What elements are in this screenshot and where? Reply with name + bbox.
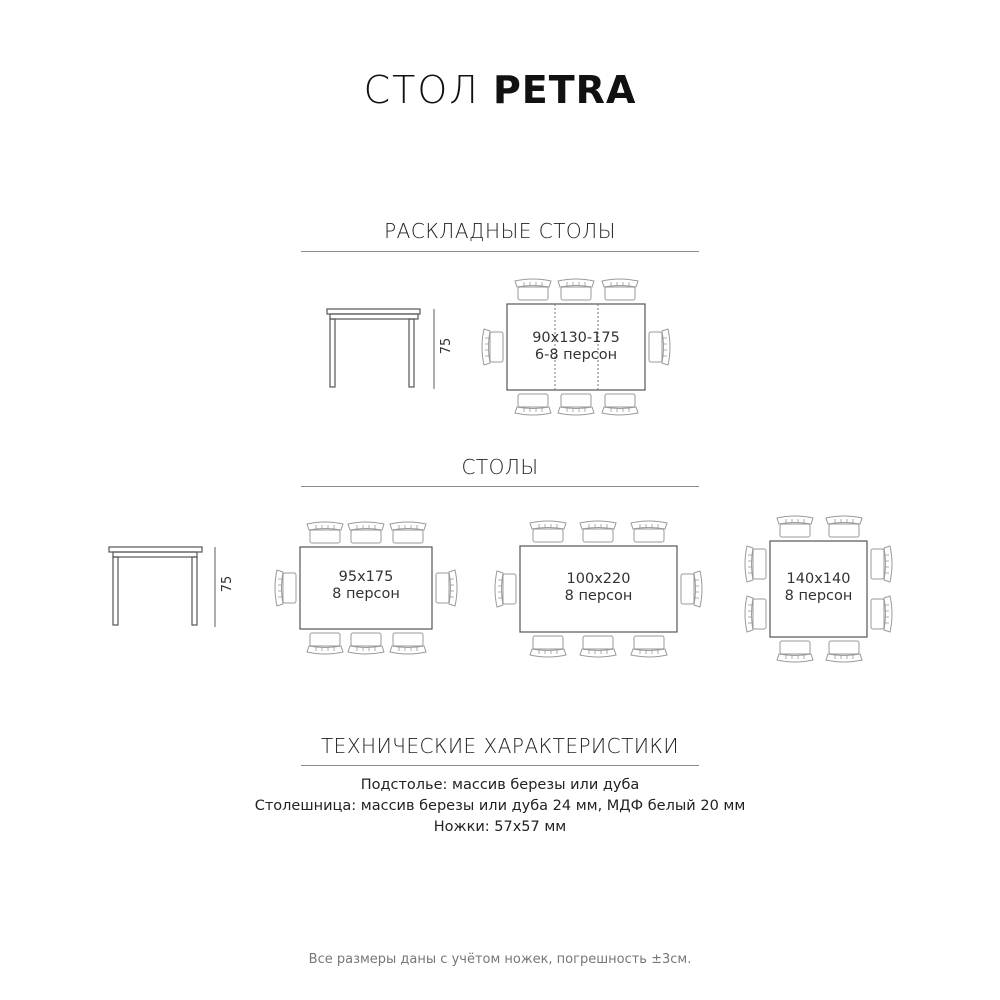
table-plan-capacity-2: 8 персон [564, 588, 633, 604]
chair-icon [745, 546, 766, 582]
table-plan-size-2: 100x220 [566, 571, 631, 587]
table-plan-size-3: 140x140 [786, 571, 851, 587]
chair-icon [826, 516, 862, 537]
chair-icon [826, 641, 862, 662]
title-thin: СТОЛ [363, 68, 480, 112]
folding-plan-size: 90x130-175 [532, 330, 620, 346]
spec-line-3: Ножки: 57x57 мм [433, 819, 567, 835]
chair-icon [777, 641, 813, 662]
spec-line-2: Столешница: массив березы или дуба 24 мм, МДФ белый 20 мм [254, 798, 746, 814]
table-plan-label-3 [770, 571, 867, 605]
section-heading-folding: РАСКЛАДНЫЕ СТОЛЫ [384, 219, 616, 243]
chair-icon [777, 516, 813, 537]
table-plan-size-1: 95x175 [338, 569, 394, 585]
table-plan-capacity-1: 8 персон [332, 586, 400, 602]
fixed-height-label: 75 [220, 575, 235, 593]
section-heading-tables: СТОЛЫ [461, 455, 539, 479]
spec-line-1: Подстолье: массив березы или дуба [360, 777, 640, 793]
chair-icon [871, 546, 892, 582]
chair-icon [871, 596, 892, 632]
folding-plan-capacity: 6-8 персон [534, 347, 618, 363]
table-plan-capacity-3: 8 персон [784, 588, 853, 604]
chair-icon [745, 596, 766, 632]
folding-height-label: 75 [439, 337, 454, 355]
section-heading-specs: ТЕХНИЧЕСКИЕ ХАРАКТЕРИСТИКИ [320, 734, 680, 758]
footnote: Все размеры даны с учётом ножек, погрешность ±3см. [308, 952, 692, 967]
title-bold: PETRA [492, 68, 637, 112]
section-rule-specs [301, 765, 699, 766]
